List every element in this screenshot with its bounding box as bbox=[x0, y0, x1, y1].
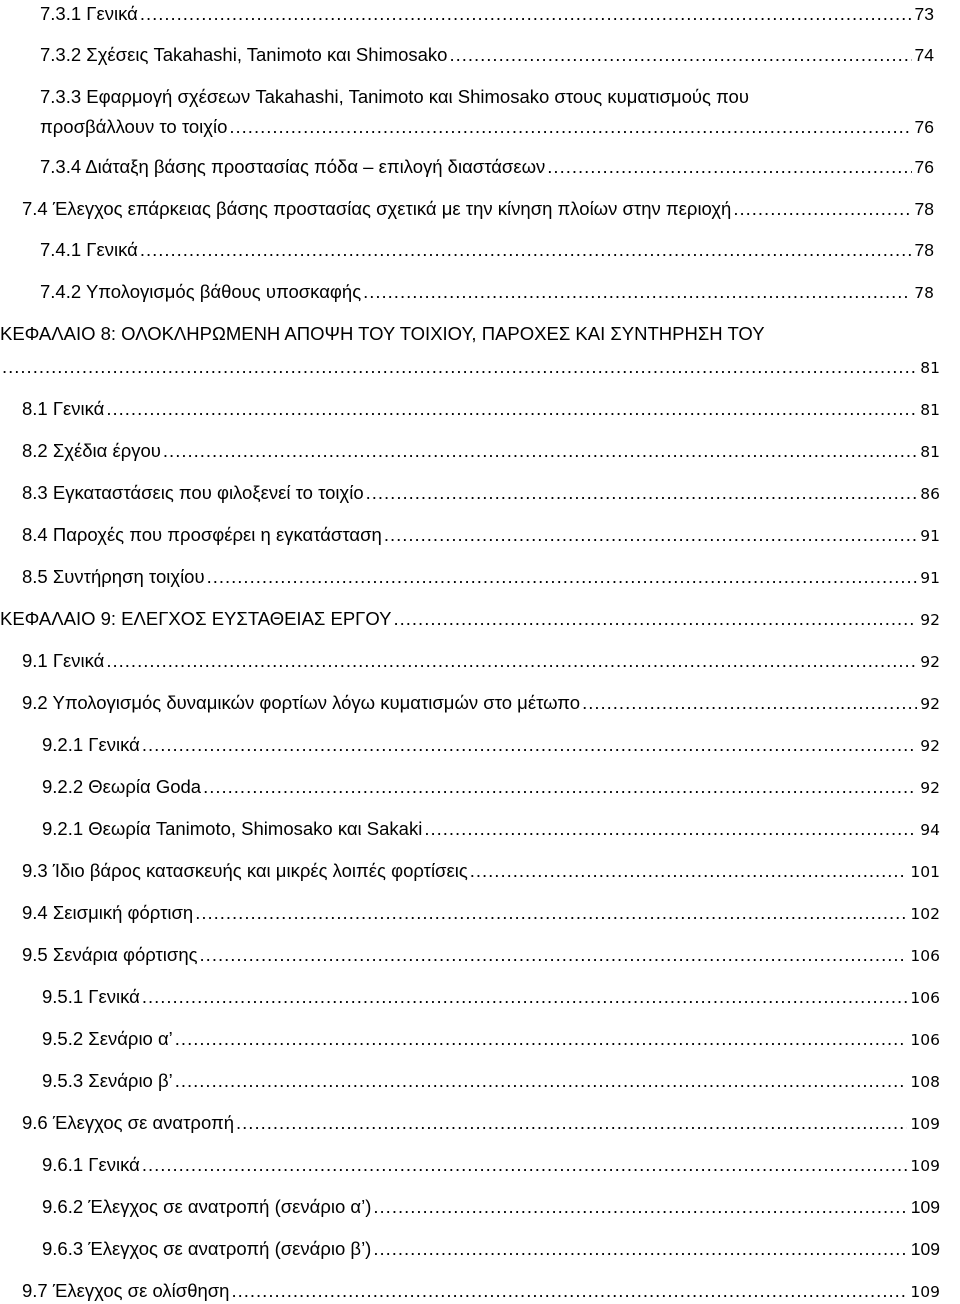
toc-entry-page: 109 bbox=[910, 1157, 940, 1175]
toc-entry[interactable] bbox=[0, 607, 940, 631]
toc-entry-title: 8.3 Εγκαταστάσεις που φιλοξενεί το τοιχίο bbox=[22, 482, 364, 503]
toc-dot-leader bbox=[229, 115, 911, 139]
toc-dot-leader bbox=[142, 733, 917, 757]
toc-entry-page: 81 bbox=[920, 401, 940, 419]
toc-entry-page: 81 bbox=[920, 359, 940, 377]
toc-entry-title: 7.4.2 Υπολογισμός βάθους υποσκαφής bbox=[40, 281, 362, 302]
toc-dot-leader bbox=[2, 355, 917, 379]
toc-chapter-title: ΚΕΦΑΛΑΙΟ 9: ΕΛΕΓΧΟΣ ΕΥΣΤΑΘΕΙΑΣ ΕΡΓΟΥ bbox=[0, 608, 392, 629]
toc-dot-leader bbox=[140, 2, 912, 26]
toc-entry-title: 9.2.1 Γενικά bbox=[42, 734, 140, 755]
toc-dot-leader bbox=[373, 1195, 907, 1219]
toc-entry[interactable] bbox=[0, 280, 934, 304]
toc-dot-leader bbox=[195, 901, 907, 925]
toc-entry-page: 92 bbox=[920, 611, 940, 629]
toc-dot-leader bbox=[200, 943, 908, 967]
toc-entry[interactable] bbox=[0, 43, 934, 67]
toc-entry[interactable] bbox=[0, 565, 940, 589]
toc-dot-leader bbox=[203, 775, 917, 799]
toc-entry-page: 78 bbox=[914, 284, 934, 302]
toc-dot-leader bbox=[366, 481, 918, 505]
toc-entry-title: 9.7 Έλεγχος σε ολίσθηση bbox=[22, 1280, 230, 1301]
toc-dot-leader bbox=[733, 197, 911, 221]
toc-entry[interactable] bbox=[0, 439, 940, 463]
toc-dot-leader bbox=[106, 649, 917, 673]
toc-dot-leader bbox=[582, 691, 917, 715]
toc-dot-leader bbox=[384, 523, 917, 547]
toc-dot-leader bbox=[363, 280, 911, 304]
toc-entry-page: 74 bbox=[914, 45, 934, 65]
toc-entry[interactable] bbox=[0, 1195, 940, 1219]
toc-entry[interactable] bbox=[0, 1069, 940, 1093]
toc-entry-title: 7.3.1 Γενικά bbox=[40, 3, 138, 24]
toc-chapter-title[interactable]: ΚΕΦΑΛΑΙΟ 8: ΟΛΟΚΛΗΡΩΜΕΝΗ ΑΠΟΨΗ ΤΟΥ ΤΟΙΧΙΟΥ, ΠΑΡΟΧΕΣ ΚΑΙ ΣΥΝΤΗΡΗΣΗ ΤΟΥ bbox=[0, 323, 765, 344]
toc-entry[interactable] bbox=[0, 197, 934, 221]
toc-dot-leader bbox=[163, 439, 917, 463]
toc-entry-page: 92 bbox=[920, 737, 940, 755]
toc-entry-title: 9.6.1 Γενικά bbox=[42, 1154, 140, 1175]
toc-dot-leader bbox=[142, 985, 908, 1009]
toc-entry-page: 109 bbox=[910, 1283, 940, 1301]
toc-entry-title: 9.6 Έλεγχος σε ανατροπή bbox=[22, 1112, 235, 1133]
toc-entry-title: 9.5.2 Σενάριο α’ bbox=[42, 1028, 173, 1049]
toc-dot-leader bbox=[175, 1027, 908, 1051]
toc-dot-leader bbox=[142, 1153, 908, 1177]
toc-dot-leader bbox=[394, 607, 918, 631]
toc-entry[interactable] bbox=[0, 859, 940, 883]
toc-entry-page: 76 bbox=[914, 157, 934, 177]
toc-entry-page: 92 bbox=[920, 653, 940, 671]
toc-dot-leader bbox=[470, 859, 908, 883]
toc-entry-title: 8.4 Παροχές που προσφέρει η εγκατάσταση bbox=[22, 524, 382, 545]
toc-entry-page: 91 bbox=[920, 527, 940, 545]
toc-entry[interactable] bbox=[0, 985, 940, 1009]
toc-entry[interactable] bbox=[0, 397, 940, 421]
toc-entry[interactable] bbox=[0, 1279, 940, 1303]
toc-entry[interactable] bbox=[0, 1237, 940, 1261]
toc-entry-page: 108 bbox=[910, 1073, 940, 1091]
toc-entry[interactable] bbox=[0, 775, 940, 799]
toc-entry-page: 86 bbox=[920, 485, 940, 503]
toc-entry-page: 109 bbox=[910, 1197, 940, 1217]
toc-entry[interactable] bbox=[0, 733, 940, 757]
toc-entry-title: 7.3.2 Σχέσεις Takahashi, Tanimoto και Shimosako bbox=[40, 44, 448, 65]
toc-entry-title: 9.5.1 Γενικά bbox=[42, 986, 140, 1007]
toc-entry[interactable] bbox=[0, 238, 934, 262]
toc-entry[interactable] bbox=[0, 523, 940, 547]
toc-entry-title: 9.2.2 Θεωρία Goda bbox=[42, 776, 202, 797]
toc-entry-title: 9.5.3 Σενάριο β’ bbox=[42, 1070, 173, 1091]
toc-entry-page: 94 bbox=[920, 821, 940, 839]
toc-entry[interactable] bbox=[0, 943, 940, 967]
toc-dot-leader bbox=[373, 1237, 907, 1261]
toc-entry[interactable] bbox=[0, 1153, 940, 1177]
toc-entry-page: 91 bbox=[920, 569, 940, 587]
toc-dot-leader bbox=[140, 238, 912, 262]
toc-entry-page: 92 bbox=[920, 695, 940, 713]
toc-entry-title: 9.6.3 Έλεγχος σε ανατροπή (σενάριο β’) bbox=[42, 1238, 372, 1259]
toc-entry-page: 76 bbox=[914, 117, 934, 137]
toc-entry[interactable] bbox=[0, 649, 940, 673]
toc-entry-title: 8.1 Γενικά bbox=[22, 398, 105, 419]
toc-entry-title: 7.4.1 Γενικά bbox=[40, 239, 138, 260]
toc-entry-title-line1[interactable]: 7.3.3 Εφαρμογή σχέσεων Takahashi, Tanimoto και Shimosako στους κυματισμούς που bbox=[40, 86, 749, 107]
toc-entry-title: 9.2 Υπολογισμός δυναμικών φορτίων λόγω κυματισμών στο μέτωπο bbox=[22, 692, 581, 713]
toc-entry[interactable] bbox=[0, 355, 940, 379]
toc-entry-title: 9.2.1 Θεωρία Tanimoto, Shimosako και Sakaki bbox=[42, 818, 423, 839]
toc-entry[interactable] bbox=[0, 1111, 940, 1135]
toc-entry-page: 78 bbox=[914, 240, 934, 260]
toc-entry-page: 78 bbox=[914, 199, 934, 219]
toc-entry[interactable] bbox=[0, 901, 940, 925]
toc-entry-title: 7.3.4 Διάταξη βάσης προστασίας πόδα – επιλογή διαστάσεων bbox=[40, 156, 546, 177]
toc-dot-leader bbox=[236, 1111, 907, 1135]
toc-dot-leader bbox=[106, 397, 917, 421]
toc-dot-leader bbox=[449, 43, 911, 67]
toc-entry-page: 102 bbox=[910, 905, 940, 923]
toc-entry[interactable] bbox=[0, 817, 940, 841]
toc-dot-leader bbox=[231, 1279, 907, 1303]
toc-entry-title: 8.5 Συντήρηση τοιχίου bbox=[22, 566, 205, 587]
toc-dot-leader bbox=[547, 155, 911, 179]
toc-entry-page: 73 bbox=[914, 4, 934, 24]
toc-entry-title: 9.6.2 Έλεγχος σε ανατροπή (σενάριο α’) bbox=[42, 1196, 372, 1217]
toc-dot-leader bbox=[175, 1069, 908, 1093]
toc-entry-title: 9.3 Ίδιο βάρος κατασκευής και μικρές λοιπές φορτίσεις bbox=[22, 860, 468, 881]
toc-entry-title: 8.2 Σχέδια έργου bbox=[22, 440, 161, 461]
toc-entry[interactable] bbox=[0, 155, 934, 179]
toc-entry-page: 92 bbox=[920, 779, 940, 797]
toc-entry-title: 7.4 Έλεγχος επάρκειας βάσης προστασίας σχετικά με την κίνηση πλοίων στην περιοχή bbox=[22, 198, 732, 219]
toc-entry[interactable] bbox=[0, 2, 934, 26]
toc-entry[interactable] bbox=[0, 481, 940, 505]
toc-entry[interactable] bbox=[0, 1027, 940, 1051]
toc-entry-page: 109 bbox=[910, 1115, 940, 1133]
toc-entry[interactable] bbox=[0, 115, 934, 139]
toc-entry-page: 106 bbox=[910, 1031, 940, 1049]
toc-entry-page: 109 bbox=[910, 1239, 940, 1259]
toc-dot-leader bbox=[424, 817, 917, 841]
toc-entry-page: 101 bbox=[910, 863, 940, 881]
toc-entry-page: 106 bbox=[910, 989, 940, 1007]
toc-entry-title-cont: προσβάλλουν το τοιχίο bbox=[40, 116, 228, 137]
toc-dot-leader bbox=[207, 565, 918, 589]
toc-entry-title: 9.4 Σεισμική φόρτιση bbox=[22, 902, 194, 923]
toc-entry[interactable] bbox=[0, 691, 940, 715]
toc-entry-title: 9.5 Σενάρια φόρτισης bbox=[22, 944, 198, 965]
toc-entry-title: 9.1 Γενικά bbox=[22, 650, 105, 671]
toc-entry-page: 81 bbox=[920, 443, 940, 461]
toc-entry-page: 106 bbox=[910, 947, 940, 965]
